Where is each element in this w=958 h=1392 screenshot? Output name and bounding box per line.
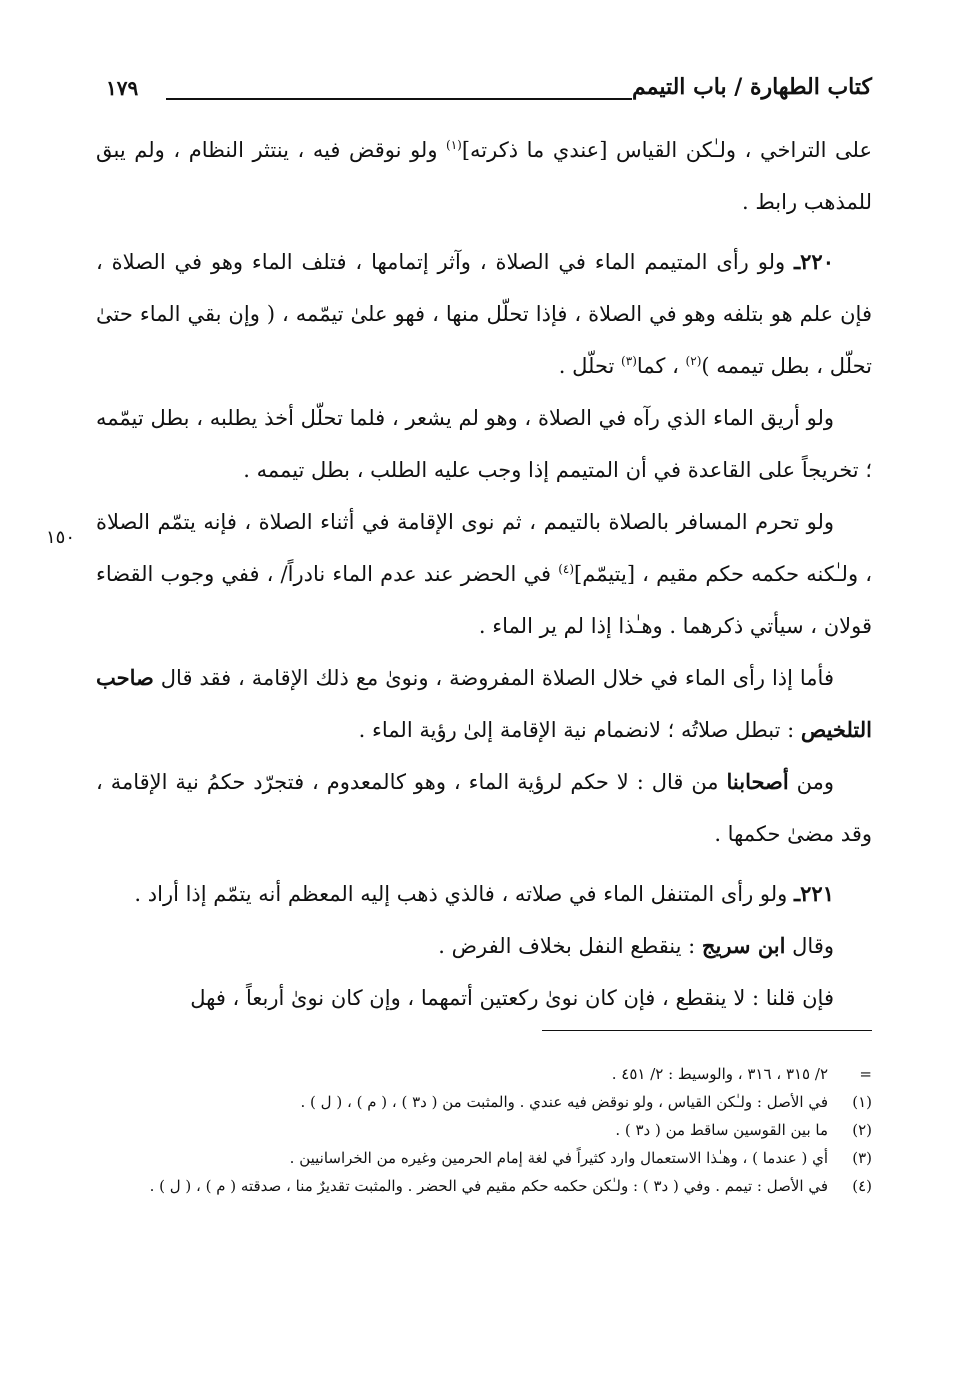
footnote-2 [96, 1116, 872, 1144]
paragraph-8 [96, 920, 872, 972]
footnotes [96, 1060, 872, 1200]
paragraph-2-part-c: تحلّل . [558, 354, 622, 378]
footnote-4 [96, 1172, 872, 1200]
term-ashabuna: أصحابنا [726, 769, 789, 794]
footnote-mark: (٢) [852, 1121, 872, 1139]
footnote-ref-4: (٤) [558, 562, 575, 576]
paragraph-3 [96, 392, 872, 496]
footnote-mark: (٣) [852, 1149, 872, 1167]
paragraph-2-part-a: ولو رأى المتيمم الماء في الصلاة ، وآثر إتمامها ، فتلف الماء وهو في الصلاة ، فإن علم هو بتلفه وهو في الصلاة ، فإذا تحلّل منها ، فهو علىٰ تيمّمه ، ( وإن بقي الماء حتىٰ تحلّل ، بطل تيممه ) [96, 250, 872, 378]
paragraph-5 [96, 652, 872, 756]
footnote-mark: (٤) [852, 1177, 872, 1195]
header-rule [166, 98, 632, 100]
paragraph-1-part-a: على التراخي ، ولـٰكن القياس [عندي ما ذكرته] [461, 138, 872, 162]
header-title: كتاب الطهارة / باب التيمم [631, 74, 872, 100]
paragraph-6 [96, 756, 872, 860]
paragraph-9-text: فإن قلنا : لا ينقطع ، فإن كان نوىٰ ركعتين أتمهما ، وإن كان نوىٰ أربعاً ، فهل [190, 986, 834, 1010]
paragraph-4-part-b: في الحضر عند عدم الماء نادراً/ ، ففي وجوب القضاء قولان ، سيأتي ذكرهما . وهـٰذا إذا لم ير الماء . [96, 562, 872, 638]
paragraph-2-part-b: ، كما [636, 354, 686, 378]
paragraph-6-part-a: ومن [788, 770, 834, 794]
page-number: ١٧٩ [106, 76, 139, 100]
footnote-1 [96, 1088, 872, 1116]
footnote-separator [542, 1030, 872, 1031]
footnote-ref-3: (٣) [621, 354, 637, 368]
footnote-3 [96, 1144, 872, 1172]
paragraph-4-part-a: ولو تحرم المسافر بالصلاة بالتيمم ، ثم نوى الإقامة في أثناء الصلاة ، فإنه يتمّم الصلاة ، ولـٰكنه حكمه حكم مقيم ، [يتيمّم] [96, 510, 872, 586]
footnote-ref-2: (٢) [685, 354, 702, 368]
footnote-mark: = [859, 1065, 872, 1083]
issue-number-220: ٢٢٠ـ [794, 249, 834, 274]
paragraph-1 [96, 124, 872, 228]
author-name-ibn-surayj: ابن سريج [701, 933, 786, 958]
footnote-text: ما بين القوسين ساقط من ( د٣ ) . [615, 1121, 828, 1139]
margin-note: ١٥٠ [46, 527, 76, 548]
paragraph-6-part-b: من قال : لا حكم لرؤية الماء ، وهو كالمعدوم ، فتجرّد حكمُ نية الإقامة ، وقد مضىٰ حكمها . [96, 770, 872, 846]
footnote-ref-1: (١) [446, 138, 462, 152]
page-header [96, 74, 872, 114]
footnote-text: في الأصل : تيمم . وفي ( د٣ ) : ولـٰكن حكمه حكم مقيم في الحضر . والمثبت تقديرٌ منا ، صدقته ( م ) ، ( ل ) . [149, 1177, 828, 1195]
paragraph-2 [96, 236, 872, 392]
footnote-mark: (١) [852, 1093, 872, 1111]
footnote-text: أي ( عندما ) ، وهـٰذا الاستعمال وارد كثيراً في لغة إمام الحرمين وغيره من الخراسانيين . [289, 1149, 828, 1167]
paragraph-8-part-a: وقال [785, 934, 834, 958]
paragraph-7-text: ولو رأى المتنفل الماء في صلاته ، فالذي ذهب إليه المعظم أنه يتمّم إذا أراد . [134, 882, 794, 906]
footnote-text: ٢/ ٣١٥ ، ٣١٦ ، والوسيط : ٢/ ٤٥١ . [611, 1065, 828, 1083]
paragraph-9 [96, 972, 872, 1024]
paragraph-8-part-b: : ينقطع النفل بخلاف الفرض . [438, 934, 702, 958]
paragraph-5-part-b: : تبطل صلاتُه ؛ لانضمام نية الإقامة إلىٰ رؤية الماء . [358, 718, 801, 742]
paragraph-7 [96, 868, 872, 920]
paragraph-3-text: ولو أريق الماء الذي رآه في الصلاة ، وهو لم يشعر ، فلما تحلّل أخذ يطلبه ، بطل تيمّمه ؛ تخريجاً على القاعدة في أن المتيمم إذا وجب عليه الطلب ، بطل تيممه . [96, 406, 872, 482]
main-text [96, 124, 872, 1024]
footnote-text: في الأصل : ولـٰكن القياس ، ولو نوقض فيه عندي . والمثبت من ( د٣ ) ، ( م ) ، ( ل ) . [300, 1093, 828, 1111]
footnote-continuation [96, 1060, 872, 1088]
author-name-talkhis: صاحب التلخيص [96, 665, 872, 742]
issue-number-221: ٢٢١ـ [794, 881, 834, 906]
paragraph-4 [96, 496, 872, 652]
paragraph-5-part-a: فأما إذا رأى الماء في خلال الصلاة المفروضة ، ونوىٰ مع ذلك الإقامة ، فقد قال [153, 666, 834, 690]
paragraph-1-part-b: ولو نوقض فيه ، ينتثر النظام ، ولم يبق للمذهب رابط . [96, 138, 872, 214]
